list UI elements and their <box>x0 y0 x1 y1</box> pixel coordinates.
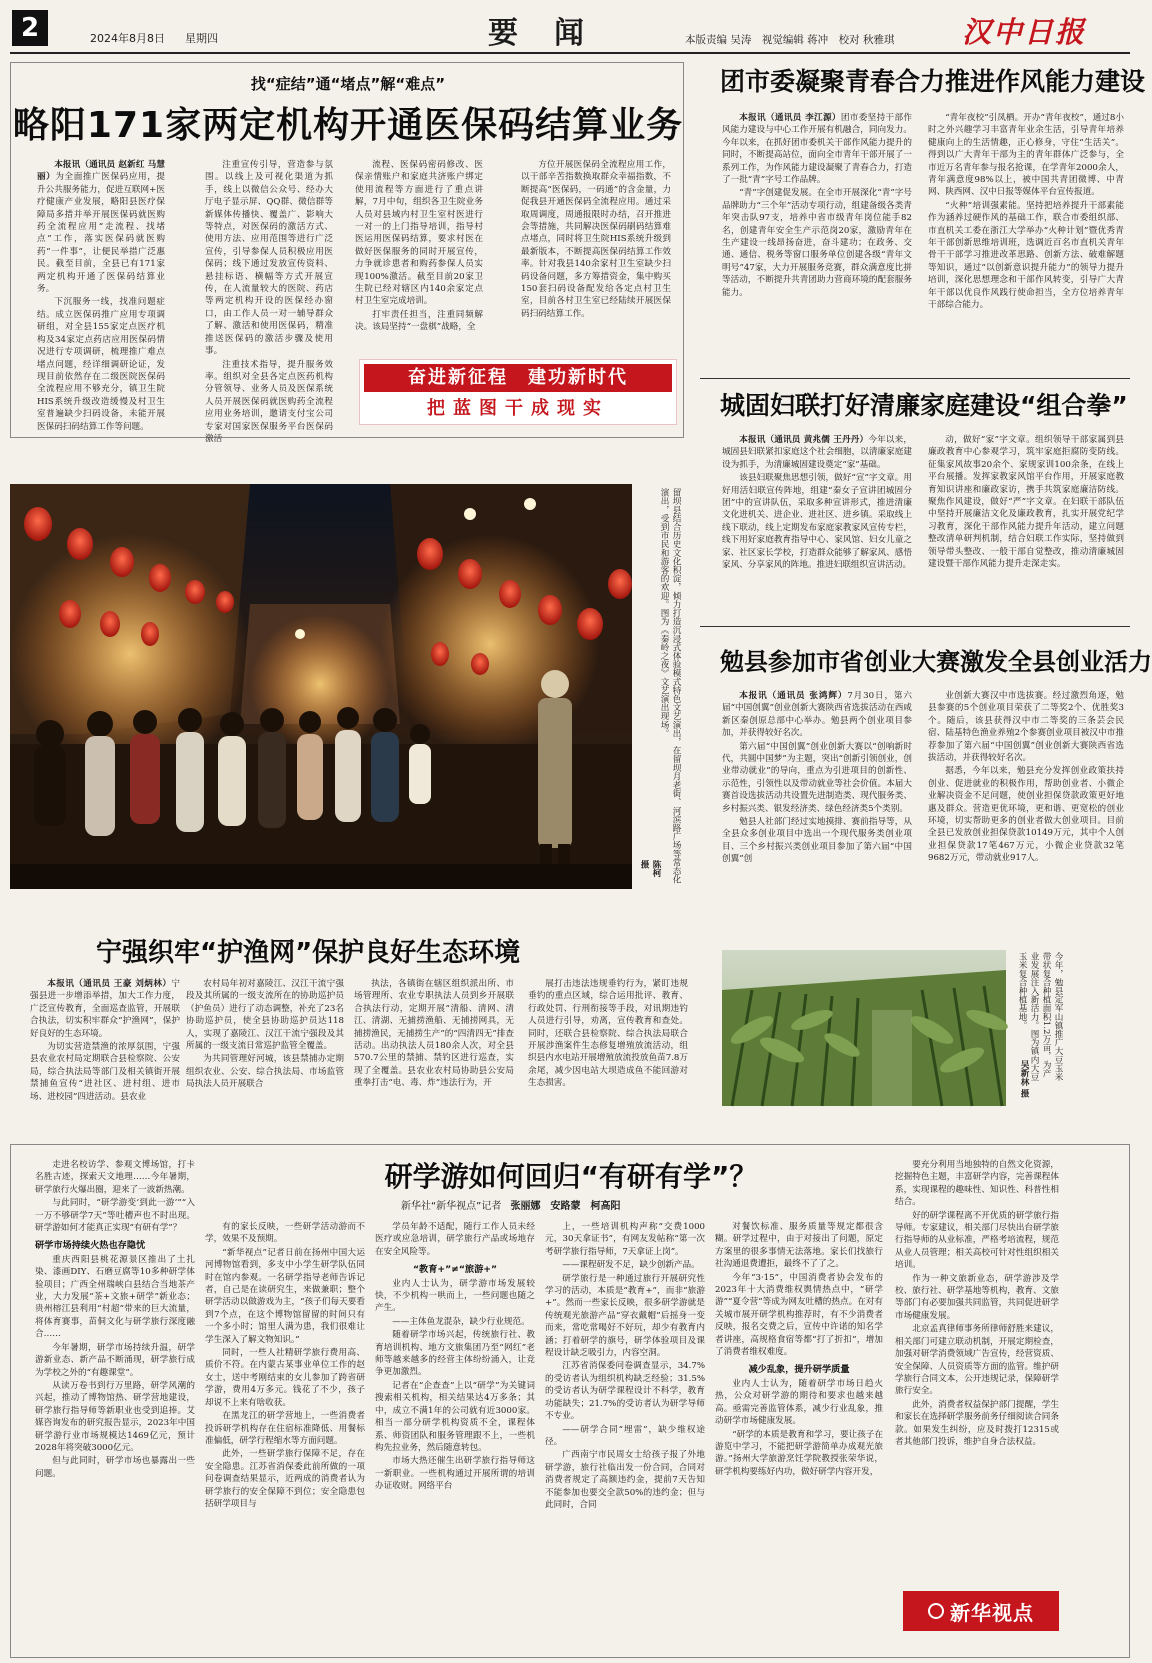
paragraph: 从读万卷书到行万里路，研学风潮的兴起，推动了博物馆热、研学营地建设，研学旅行指导师等新职业也受到追捧。艾媒咨询发布的研究报告显示，2023年中国研学游行业市场规模达1469亿元，预计2028年将突破3000亿元。 <box>35 1380 195 1453</box>
article-col-4 <box>528 978 688 1110</box>
paragraph: “新华视点”记者日前在扬州中国大运河博物馆看到，多支中小学生研学队伍同时在馆内参观。一名研学指导老师告诉记者，自己是在读研究生，来做兼职；整个研学活动以做游戏为主，“孩子们每天要看到7个点，在这个博物馆留留的时间只有一个多小时；馆里人满为患，我们很难让学生深入了解文物知识。” <box>205 1247 365 1345</box>
paragraph: 该县妇联聚焦思想引领，做好“宣”字文章。用好用活妇联宣传阵地，组建“秦女子宣讲团城固分团”中的宣讲队伍，采取多种宣讲形式，推进清廉文化进机关、进企业、进社区、进乡镇。采取线上线下联动，线上定期发布家庭家教家风宣传专栏，线下用好家庭教育指导中心、家风馆、妇女儿童之家、社区家长学校，打造群众能够了解家风、感悟家风、分享家风的阵地。推进妇联组织宣讲活动。 <box>722 473 912 571</box>
paragraph: 但与此同时，研学市场也暴露出一些问题。 <box>35 1456 195 1479</box>
article-col-1 <box>37 159 165 431</box>
staff-line: 本版责编 吴涛 视觉编辑 蒋冲 校对 秋雅琪 <box>685 34 895 46</box>
paragraph: 记者在“企查查”上以“研学”为关键词搜索相关机构，相关结果达4万多条；其中，成立不满1年的公司就有近3000家。相当一部分研学机构资质不全，课程体系、师资团队和服务管理跟不上，一些机构先拉业务，然后随意转包。 <box>375 1380 535 1453</box>
paragraph: 同时，一些人社精研学旅行费用高、质价不符。在内蒙古某事业单位工作的赵女士，送中考刚结束的女儿参加了跨省研学游，费用4万多元。钱花了不少，孩子却说不上来有啥收获。 <box>205 1348 365 1408</box>
article-col-1 <box>722 434 912 612</box>
article-col-3 <box>354 978 514 1110</box>
article-col-3 <box>355 159 483 353</box>
corn-field-photo <box>722 950 1006 1106</box>
paragraph: 动，做好“家”字文章。组织领导干部家属到县廉政教育中心参观学习，筑牢家庭拒腐防变防线。征集家风故事20余个、家规家训100余条，在线上平台展播。发挥家教家风馆平台作用，开展家庭教育知识讲座和廉政家访，携手共筑家庭廉洁防线。聚焦作风建设，做好“严”字文章。在妇联干部队伍中坚持开展廉洁文化及廉政教育，扎实开展党纪学习教育，深化干部作风能力提升年活动，建立问题整改清单研判机制，结合妇联工作实际，坚持做到领导带头整改、一般干部自觉整改，推动清廉城固建设暨干部作风能力提升走深走实。 <box>928 435 1124 570</box>
article-lead: 本报讯（通讯员 张鸿辉）7月30日，第六届“中国创翼”创业创新大赛陕西省选拔活动在西咸新区秦创原总部中心举办。勉县两个创业项目参加，并获得较好名次。 <box>722 691 912 739</box>
article-youth-league <box>700 62 1146 382</box>
paragraph: 农村局年初对嘉陵江、汉江干流宁强段及其所属的一级支流所在的协助巡护员（护鱼员）进行了动态调整，补充了23名协助巡护员，使全县协助巡护员达118人，实现了嘉陵江、汉江干流宁强段及其所属的一级支流日常巡护监管全覆盖。 <box>186 979 344 1052</box>
paragraph: 与此同时，“研学游变‘到此一游’”“入一万不够研学7天”等吐槽声也不时出现。研学游如何才能真正实现“有研有学”？ <box>35 1198 195 1234</box>
slogan-main-band: 奋进新征程 建功新时代 <box>364 364 672 392</box>
paragraph: 走进名校访学、参观文博场馆，打卡名胜古迹，探索天文地理……今年暑期，研学旅行火爆出圈，迎来了一波新热潮。 <box>35 1160 195 1195</box>
paragraph: 为切实营造禁渔的浓厚氛围，宁强县农业农村局定期联合县检察院、公安局，综合执法局等部门及相关镇街开展禁捕鱼宣传“进社区、进村组、进市场、进校园”四进活动。县农业 <box>30 1042 180 1102</box>
article-lead: 本报讯（通讯员 李江源）团市委坚持干部作风能力建设与中心工作开展有机融合，同向发力。今年以来，在抓好团市委机关干部作风能力提升的同时，不断提高站位，面向全市青年干部开展了一系列工作，为作风能力建设凝聚了青春合力，打造了一批“青”字号工作品牌。 <box>722 113 912 186</box>
divider <box>700 626 1130 627</box>
photo-caption: 今年，勉县定军山镇推广大豆玉米带状复合种植面积1.2万亩，为产业发展注入新活力。图为镇内大豆玉米复合种植基地。 <box>1017 952 1063 1081</box>
paragraph: 上，一些培训机构声称“交费1000元，30天拿证书”，有网友发帖称“第一次考研学旅行指导师，7天拿证上岗”。 <box>545 1222 705 1257</box>
paragraph: 作为一种文旅新业态，研学游涉及学校、旅行社、研学基地等机构，教育、文旅等部门有必要加强共同监管，共同促进研学市场健康发展。 <box>895 1273 1059 1321</box>
paragraph: 业创新大赛汉中市选拔赛。经过激烈角逐，勉县参赛的5个创业项目荣获了二等奖2个、优胜奖3个。随后，该县获得汉中市二等奖的三条芸会民宿、陆基特色渔业养殖2个参赛创业项目被汉中市推荐参加了第六届“中国创翼”创业创新大赛陕西省选拔活动，并获得较好名次。 <box>928 691 1124 764</box>
slogan-sub: 把蓝图干成现实 <box>427 398 609 419</box>
article-lead: 本报讯（通讯员 赵新红 马慧丽）为全面推广医保码应用，提升公共服务能力，促进互联网+医疗健康产业发展，略阳县医疗保障局多措并举开展医保码就医购药全流程应用“走流程、找堵点”工作，落实医保码就医购药“一件事”，让便民举措广泛惠民。截至目前，全县已有171家两定机构开通了医保码结算业务。 <box>37 160 165 295</box>
article-col-4 <box>521 159 671 353</box>
article-col-2 <box>928 690 1124 920</box>
article-lead: 本报讯（通讯员 王豪 刘炳林）宁强县进一步增添举措，加大工作力度，广泛宣传教育，全面巡查监管，开展联合执法，切实积牢群众“护渔网”，保护好良好的生态环境。 <box>30 979 180 1039</box>
article-headline: 城固妇联打好清廉家庭建设“组合拳” <box>720 391 1128 420</box>
paragraph: ——课程研发不足，缺少创新产品。 <box>562 1260 700 1271</box>
paragraph: 业内人士认为，研学游市场发展较快，不少机构一哄而上，一些问题也随之产生。 <box>375 1278 535 1314</box>
paragraph: 展打击违法违规垂钓行为，紧盯违规垂钓的重点区域，综合运用批评、教育、行政处罚、行刑衔接等手段，对讯期违钓人员进行引导，劝离，宣传教育和查处。同时，还联合县检察院、综合执法局联合开展涉渔案件生态修复增殖放流活动，组织县内水电站开展增殖放流投放鱼苗7.8万余尾，减少因电站大坝造成鱼不能回游对生态损害。 <box>528 979 688 1089</box>
paragraph: 注重宣传引导，营造参与氛围。以线上及可视化渠道为抓手，线上以微信公众号、经办大厅电子显示屏、QQ群、微信群等新媒体传播快、覆盖广、影响大等特点，对医保码的激活方式、使用方法、应用范围等进行广泛宣传，引导参保人员积极应用医保码；线下通过发放宣传资料、悬挂标语、横幅等方式开展宣传，在人流量较大的医院、药店等两定机构开设的医保经办窗口，由工作人员一对一辅导群众了解、激活和使用医保码，精准推送医保码的激活步骤及使用事。 <box>205 160 333 357</box>
article-headline: 勉县参加市省创业大赛激发全县创业活力 <box>720 648 1152 676</box>
paragraph: ——主体鱼龙混杂，缺少行业规范。 <box>392 1316 530 1327</box>
byline <box>401 1197 621 1212</box>
article-col-1 <box>722 690 912 920</box>
paragraph: ——研学合同“埋雷”，缺少维权途径。 <box>545 1424 705 1447</box>
subheading: 减少乱象，提升研学质量 <box>748 1364 850 1376</box>
article-headline: 宁强织牢“护渔网”保护良好生态环境 <box>96 938 521 968</box>
paragraph: 今年“3·15”，中国消费者协会发布的2023年十大消费维权舆情热点中，“研学游”“夏令营”等成为网友吐槽的热点。在对有关城市展开研学机构推荐时，有不少消费者反映，报名交费之后，宣传中许诺的知名学者讲座，高规格食宿等都“打了折扣”，增加了消费者维权难度。 <box>715 1272 883 1358</box>
photo-caption: 留坝县结合历史文化积淀，倾力打造沉浸式体验模式特色文艺演出，在留坝月老街、河滨路广场等常态化演出，受到市民和游客的欢迎。图为《秦岭之夜》文艺演出现场。 <box>659 488 681 884</box>
paragraph: 重庆西阳县桃花源景区推出了土扎染、漆画DIY、石磨豆腐等10多种研学体验项目；广西全州瑞峡白县结合当地茶产业，大力发展“茶+文旅+研学”新业态；贵州榕江县利用“村超”带来的巨大流量，将体育赛事，苗侗文化与研学旅行深度融合…… <box>35 1254 195 1340</box>
article-col-1 <box>722 112 912 398</box>
paragraph: 为共同管理好河城，该县禁捕办定期组织农业、公安、综合执法局、市场监管局执法人员开展联合 <box>186 1054 344 1090</box>
article-col-2 <box>205 159 333 444</box>
paragraph: 打牢责任担当，注重同频解决。该局坚持“一盘棋”战略，全 <box>355 309 483 333</box>
paragraph: 在黑龙江的研学营地上，一些消费者投诉研学机构存在住宿标准降低、用餐标准偏低，研学行程缩水等方面问题。 <box>205 1411 365 1446</box>
slogan-banner <box>359 359 677 425</box>
paragraph: 研学旅行是一种通过旅行开展研究性学习的活动，本质是“教育+”，而非“旅游+”。然而一些家长反映，很多研学游就是传统观光旅游产品“穿衣戴帽”后摇身一变而来，常吃常喝好不好玩，却少有教育内涵；打着研学的旗号，研学体验项目及课程设计缺乏吸引力，内容空洞。 <box>545 1273 705 1359</box>
paragraph: 市场大热还催生出研学旅行指导师这一新职业。一些机构通过开展所谓的培训办证收财。网络平台 <box>375 1456 535 1492</box>
photo-corn-field <box>722 950 1006 1106</box>
article-col-1 <box>30 978 180 1110</box>
byline-label: 新华社“新华视点”记者 <box>401 1201 502 1212</box>
article-mian-county <box>700 634 1152 924</box>
paragraph: 今年暑期，研学市场持续升温，研学游新业态、新产品不断涌现，研学旅行成为学校之外的“有趣课堂”。 <box>35 1342 195 1378</box>
article-ningqiang <box>10 928 690 1118</box>
article-col-2 <box>928 112 1124 398</box>
page-number-badge: 2 <box>12 10 48 46</box>
circle-icon <box>928 1603 944 1619</box>
xinhua-viewpoint-badge <box>903 1591 1059 1631</box>
article-col-3 <box>375 1221 535 1649</box>
paragraph: 据悉，今年以来，勉县充分发挥创业政策扶持创业、促进就业的积极作用，帮助创业者、小微企业解决资金不足问题，使创业担保贷款政策更好地惠及群众。营造更优环境，更和谐、更宽松的创业环境，切实帮助更多的创业者做大创业项目。目前全县已发放创业担保贷款10149万元，其中个人创业担保贷款17笔467万元，小微企业贷款32笔9682万元，带动就业917人。 <box>928 766 1124 864</box>
paragraph: 此外，消费者权益保护部门提醒，学生和家长在选择研学服务前务仔细阅读合同条款。如果发生纠纷，应及时拨打12315或者其他部门投诉，维护自身合法权益。 <box>895 1399 1059 1447</box>
paragraph: 江苏省消保委问卷调查显示，34.7%的受访者认为组织机构缺乏经验；31.5%的受访者认为研学课程设计不科学，教育功能缺失；21.7%的受访者认为研学导师不专业。 <box>545 1361 705 1422</box>
paragraph: 要充分利用当地独特的自然文化资源，挖掘特色主题，丰富研学内容，完善课程体系，实现课程的趣味性、知识性、科普性相结合。 <box>895 1160 1059 1208</box>
masthead <box>0 0 1140 58</box>
paragraph: “火种”培训强素能。坚持把培养提升干部素能作为涵养过硬作风的基础工作，联合市委组织部、市直机关工委在浙江大学举办“火种计划”暨优秀青年干部创新思维培训班，选调近百名市直机关青年骨干干部学习推进改革思路、创新方法、破难解题等知识，通过“以创新意识提升能力”的领导力提升培训，深化思想理念和干部作风转变，引导广大青年干部以优良作风践行使命担当，全方位培养青年干部综合能力。 <box>928 200 1124 311</box>
article-col-4 <box>545 1221 705 1649</box>
article-col-2 <box>186 978 344 1110</box>
paragraph: 对餐饮标准、服务质量等规定都很含糊。研学过程中，由于对接出了问题，原定方案里的很多事情无法落地。家长们找旅行社沟通退费遭拒，最终不了了之。 <box>715 1222 883 1270</box>
photo-credit: 陈柯 摄 <box>639 860 661 878</box>
paragraph: “青”字创建促发展。在全市开展深化“青”字号品牌助力“三个年”活动专项行动，组建备级各类青年突击队97支，培养中省市级青年岗位能手82名，创建青年安全生产示范岗20家，激励青年在生产建设一线昂扬奋进，奋斗建功；在政务、交通、通信、税务等窗口服务单位创建各级“青年文明号”47家，大力开展服务竞赛，群众满意度比拼等活动，不断提升共青团助力营商环境的配套服务能力。 <box>722 188 912 298</box>
divider <box>700 378 1130 379</box>
paragraph: 方位开展医保码全流程应用工作，以干部辛苦指数换取群众幸福指数，不断提高“医保码，一码通”的含金量，力促我县开通医保码全流程应用。通过采取周调度，周通报限时办结，召开推进会等措施，共同解决医保码刷码结算难点堵点，同时将卫生院HIS系统升级到最新版本，不断提高医保码结算工作效率。针对我县140余家村卫生室缺少扫码设备问题，多方筹措资金，集中购买150套扫码设备配发给各定点村卫生室，目前各村卫生室已经陆续开展医保码扫码结算工作。 <box>521 160 671 319</box>
paragraph: 流程、医保码密码修改、医保亲情账户和家庭共济账户绑定使用流程等方面进行了重点讲解，7月中旬，组织各卫生院业务人员对县域内村卫生室村医进行一对一的上门指导培训，指导村医运用医保码结算，要求村医在做好医保服务的同时开展宣传，力争就诊患者和购药参保人员实现100%激活。截至目前20家卫生院已经对辖区内140余家定点村卫生室完成培训。 <box>355 160 483 307</box>
article-col-5 <box>715 1221 883 1649</box>
article-headline: 研学游如何回归“有研有学”？ <box>384 1160 758 1193</box>
issue-weekday: 星期四 <box>185 32 218 45</box>
article-col-1 <box>35 1159 195 1649</box>
article-study-tour <box>10 1144 1130 1658</box>
paragraph: 勉县人社部门经过实地摸排、赛前指导等，从全县众多创业项目中选出一个现代服务类创业项目、三个乡村振兴类创业项目参加了第六届“中国创翼”创 <box>722 817 912 865</box>
article-medical-insurance <box>10 62 684 444</box>
photo-credit: 吴新林 摄 <box>1019 1060 1029 1098</box>
paragraph: 广西南宁市民周女士给孩子报了外地研学游，旅行社临出发一份合同，合同对消费者规定了高额违约金，提前7天告知不能参加也要交全款50%的违约金；但与此同时，合同 <box>545 1450 705 1510</box>
paragraph: “研学的本质是教育和学习，要让孩子在游览中学习，不能把研学游简单办成观光旅游。”扬州大学旅游烹饪学院教授张荣华说，研学机构要练好内功，做好研学内容开发， <box>715 1429 883 1477</box>
article-col-2 <box>928 434 1124 612</box>
paragraph: 下沉服务一线，找准问题症结。成立医保码推广应用专项调研组，对全县155家定点医疗机构及34家定点药店应用医保码情况进行专项调研，梳理推广难点堵点问题，经详细调研论证，发现目前依然存在二级医院医保码全流程应用不够充分，镇卫生院HIS系统升级改造缓慢及村卫生室普遍缺少扫码设备，未能开展医保码扫码结算工作等问题。 <box>37 297 165 432</box>
paragraph: 随着研学市场兴起，传统旅行社、教育培训机构、地方文旅集团乃至“网红”老师等越来越多的经营主体纷纷涌入，让竞争更加激烈。 <box>375 1330 535 1378</box>
paper-logo: 汉中日报 <box>962 15 1087 49</box>
subheading: 研学市场持续火热也存隐忧 <box>35 1240 146 1252</box>
paragraph: 好的研学课程离不开优质的研学旅行指导师。专家建议，相关部门尽快出台研学旅行指导师的从业标准，严格考培流程，规范从业人员管理；相关高校可针对性组织相关培训。 <box>895 1210 1059 1271</box>
article-women-federation <box>700 386 1132 626</box>
article-headline: 略阳171家两定机构开通医保码结算业务 <box>12 105 684 146</box>
article-headline: 团市委凝聚青春合力推进作风能力建设 <box>720 67 1146 96</box>
paragraph: 执法，各镇街在辖区组织派出所、市场管理所、农业专职执法人员到乡开展联合执法行动，定期开展“清船、清网、清江、清湖、无捕捞渔船、无捕捞网具，无捕捞渔民，无捕捞生产”的“四清四无”排查活动。出动执法人员180余人次，对全县570.7公里的禁捕、禁钓区进行巡查，实现了全覆盖。县农业农村局协助县公安局重拳打击“电、毒、炸”违法行为，开 <box>354 979 514 1089</box>
section-title: 要闻 <box>488 16 620 51</box>
paragraph: 此外，一些研学旅行保障不足，存在安全隐患。江苏省消保委此前所做的一项问卷调查结果显示，近两成的消费者认为研学旅行的安全保障不到位；安全隐患包括研学项目与 <box>205 1449 365 1509</box>
paragraph: 有的家长反映，一些研学活动游而不学，效果不及预期。 <box>205 1222 365 1245</box>
article-kicker: 找“症结”通“堵点”解“难点” <box>250 75 446 93</box>
article-col-2 <box>205 1221 365 1649</box>
article-col-6 <box>895 1159 1059 1589</box>
subheading: “教育+”≠“旅游+” <box>413 1264 497 1276</box>
paragraph: “青年夜校”引凤栖。开办“青年夜校”，通过8小时之外兴趣学习丰富青年业余生活，引导青年培养健康向上的生活情趣，正心修身，守住“生活关”。得到以广大青年干部为主的青年群体广泛参与，全市近万名青年参与报名抢课，在学青年2000余人，青年满意度98%以上，被中国共青团微博、中青网、陕西网、汉中日报等媒体平台宣传报道。 <box>928 113 1124 198</box>
paragraph: 注重技术指导，提升服务效率。组织对全县各定点医药机构分管领导、业务人员及医保系统人员开展医保码就医购药全流程应用业务培训，邀请支付宝公司专家对国家医保服务平台医保码激活 <box>205 359 333 444</box>
paragraph: 北京孟真律师事务所律师舒胜来建议，相关部门可建立联动机制，开展定期检查，加强对研学消费领域广告宣传，经营资质、安全保障、人员资质等方面的监管。维护研学旅行合同文本，公开违规记录，保障研学旅行安全。 <box>895 1324 1059 1397</box>
paragraph: 第六届“中国创翼”创业创新大赛以“创响新时代，共圆中国梦”为主题，突出“创新引领创业，创业带动就业”的导向，重点为引进项目的创新性、示范性，引领性以及带动就业等社会价值。本届大赛首设选拔活动共设置先进制造类、现代服务类、乡村振兴类、银发经济类、绿色经济类5个类别。 <box>722 741 912 814</box>
badge-label: 新华视点 <box>950 1600 1034 1625</box>
byline-names: 张丽娜 安路蒙 柯高阳 <box>510 1201 621 1212</box>
paragraph: 学员年龄不适配，随行工作人员未经医疗或应急培训，研学旅行产品或场地存在安全风险等。 <box>375 1222 535 1257</box>
article-lead: 本报讯（通讯员 黄兆儒 王丹丹）今年以来，城固县妇联紧扣家庭这个社会细胞，以清廉家庭建设为抓手，为清廉城固建设奠定“家”基础。 <box>722 435 912 470</box>
night-street-photo <box>10 484 632 889</box>
photo-night-performance <box>10 484 632 889</box>
paragraph: 业内人士认为，随着研学市场日趋火热，公众对研学游的期待和要求也越来越高。亟需完善监管体系，减少行业乱象，推动研学市场健康发展。 <box>715 1378 883 1427</box>
issue-date: 2024年8月8日 <box>90 32 165 45</box>
masthead-rule <box>10 52 1130 54</box>
